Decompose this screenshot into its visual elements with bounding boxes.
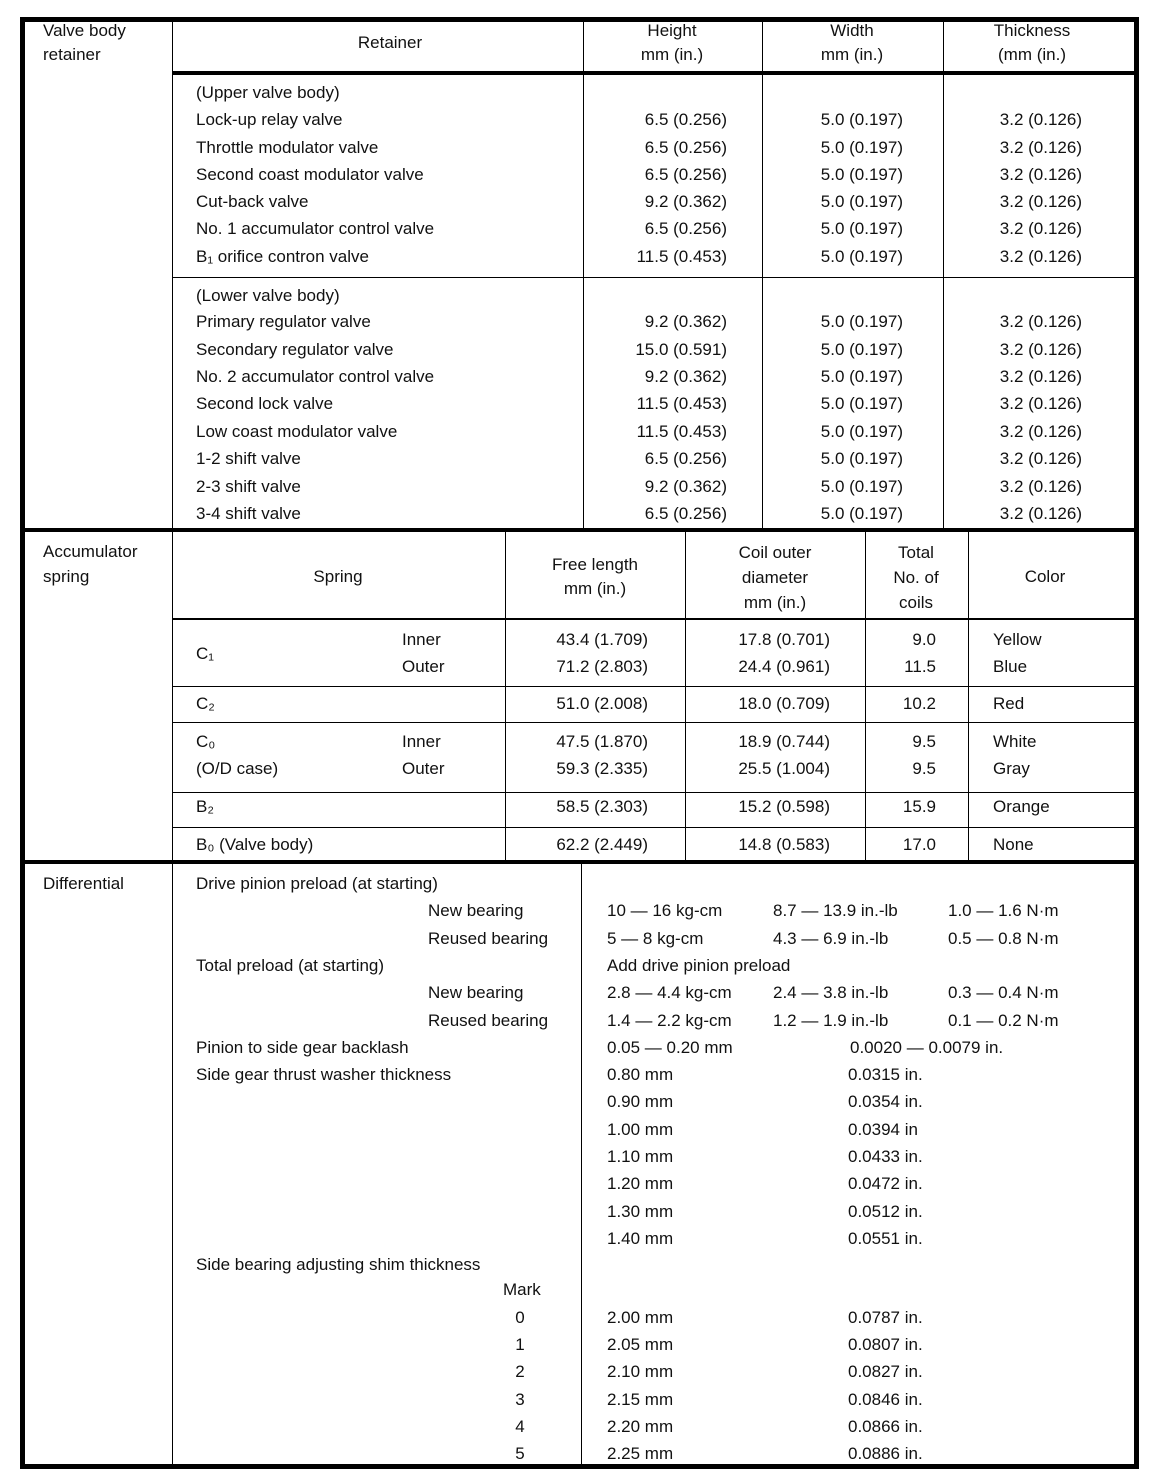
- shim-in: 0.0886 in.: [848, 1444, 923, 1463]
- width-value: 5.0 (0.197): [820, 340, 903, 359]
- spring-color: Red: [993, 694, 1025, 713]
- shim-mm: 2.00 mm: [607, 1308, 674, 1327]
- shim-mark: 4: [515, 1416, 525, 1436]
- spec-value-metric: Add drive pinion preload: [607, 955, 791, 975]
- header-rule: [172, 618, 1138, 620]
- spec-value-imperial: 0.0433 in.: [848, 1147, 923, 1166]
- spec-value-metric: 1.4 — 2.2 kg-cm: [607, 1010, 732, 1030]
- group-title: (Upper valve body): [196, 83, 340, 102]
- width-value: 5.0 (0.197): [820, 394, 903, 413]
- spring-type: Inner: [402, 732, 441, 751]
- spec-value-metric: 1.10 mm: [607, 1147, 674, 1166]
- shim-mm: 2.10 mm: [607, 1362, 674, 1382]
- spring-name: C₁: [196, 644, 215, 663]
- border-right: [1134, 17, 1139, 1469]
- coil-count: 9.5: [912, 732, 936, 751]
- width-value: 5.0 (0.197): [820, 219, 903, 238]
- free-length: 59.3 (2.335): [556, 759, 648, 778]
- retainer-name: Primary regulator valve: [196, 312, 371, 331]
- spec-sublabel: New bearing: [428, 901, 524, 921]
- column-header: mm (in.): [640, 45, 704, 64]
- retainer-name: Secondary regulator valve: [196, 340, 394, 359]
- spec-value-imperial: 2.4 — 3.8 in.-lb: [773, 983, 889, 1003]
- shim-mark: 1: [515, 1335, 525, 1355]
- width-value: 5.0 (0.197): [820, 165, 903, 184]
- group-divider: [172, 277, 1138, 278]
- header-rule: [172, 71, 1138, 75]
- spec-value-imperial: 0.0394 in: [848, 1119, 918, 1139]
- column-header: Coil outer: [738, 543, 812, 562]
- column-header: No. of: [893, 568, 939, 587]
- spring-color: None: [993, 835, 1034, 854]
- retainer-name: 2-3 shift valve: [196, 477, 301, 496]
- thickness-value: 3.2 (0.126): [999, 340, 1082, 359]
- free-length: 58.5 (2.303): [556, 797, 648, 816]
- retainer-name: Second coast modulator valve: [196, 165, 424, 184]
- spec-value-metric: 2.8 — 4.4 kg-cm: [607, 983, 732, 1003]
- coil-diameter: 18.9 (0.744): [738, 732, 830, 751]
- column-divider: [685, 532, 686, 862]
- column-header: Spring: [313, 567, 363, 586]
- spec-value-imperial: 0.0315 in.: [848, 1065, 923, 1085]
- spec-value-imperial: 0.0551 in.: [848, 1228, 923, 1248]
- column-header: Height: [647, 21, 697, 40]
- height-value: 11.5 (0.453): [636, 394, 727, 413]
- spec-value-si: 0.1 — 0.2 N·m: [948, 1010, 1059, 1030]
- column-divider: [583, 22, 584, 530]
- spec-value-metric: 1.00 mm: [607, 1119, 674, 1139]
- column-divider: [943, 22, 944, 530]
- column-divider: [581, 864, 582, 1464]
- coil-diameter: 25.5 (1.004): [738, 759, 830, 778]
- shim-mm: 2.25 mm: [607, 1444, 674, 1463]
- height-value: 6.5 (0.256): [644, 138, 727, 157]
- shim-in: 0.0846 in.: [848, 1389, 923, 1409]
- thickness-value: 3.2 (0.126): [999, 312, 1082, 331]
- row-divider: [172, 722, 1138, 723]
- free-length: 62.2 (2.449): [556, 835, 648, 854]
- section-divider: [20, 860, 1138, 864]
- width-value: 5.0 (0.197): [820, 504, 903, 523]
- spec-sublabel: New bearing: [428, 983, 524, 1003]
- section-label: Accumulator: [43, 542, 138, 561]
- spec-value-metric: 1.30 mm: [607, 1201, 674, 1221]
- column-header: diameter: [741, 568, 809, 587]
- retainer-name: Second lock valve: [196, 394, 334, 413]
- free-length: 51.0 (2.008): [556, 694, 648, 713]
- retainer-name: Lock-up relay valve: [196, 110, 343, 129]
- spec-value-metric: 10 — 16 kg-cm: [607, 901, 723, 921]
- spec-value-metric: 1.20 mm: [607, 1174, 674, 1194]
- thickness-value: 3.2 (0.126): [999, 110, 1082, 129]
- free-length: 71.2 (2.803): [556, 657, 648, 676]
- thickness-value: 3.2 (0.126): [999, 394, 1082, 413]
- spec-value-imperial: 0.0472 in.: [848, 1174, 923, 1194]
- height-value: 6.5 (0.256): [644, 449, 727, 468]
- coil-diameter: 14.8 (0.583): [738, 835, 830, 854]
- row-divider: [172, 827, 1138, 828]
- shim-mm: 2.20 mm: [607, 1416, 674, 1436]
- spring-name: C₀: [196, 732, 216, 751]
- column-header: Free length: [552, 555, 638, 574]
- shim-mark: 2: [515, 1362, 525, 1382]
- spring-type: Outer: [402, 759, 445, 778]
- thickness-value: 3.2 (0.126): [999, 367, 1082, 386]
- spec-label: Side bearing adjusting shim thickness: [196, 1255, 481, 1274]
- spec-label: Pinion to side gear backlash: [196, 1037, 409, 1057]
- spring-type: Inner: [402, 630, 441, 649]
- height-value: 11.5 (0.453): [636, 247, 727, 266]
- spec-value-metric: 0.05 — 0.20 mm: [607, 1037, 733, 1057]
- height-value: 9.2 (0.362): [644, 192, 727, 211]
- shim-in: 0.0827 in.: [848, 1362, 923, 1382]
- column-header: Retainer: [357, 33, 423, 52]
- coil-count: 11.5: [904, 657, 936, 676]
- shim-in: 0.0866 in.: [848, 1416, 923, 1436]
- retainer-name: 3-4 shift valve: [196, 504, 301, 523]
- spring-color: Orange: [993, 797, 1050, 816]
- shim-mm: 2.15 mm: [607, 1389, 674, 1409]
- spec-value-imperial: 0.0354 in.: [848, 1092, 923, 1112]
- spec-value-si: 1.0 — 1.6 N·m: [948, 901, 1059, 921]
- section-label: Differential: [43, 874, 124, 893]
- height-value: 6.5 (0.256): [644, 504, 727, 523]
- column-header: mm (in.): [743, 593, 807, 612]
- column-divider: [865, 532, 866, 862]
- coil-diameter: 17.8 (0.701): [738, 630, 830, 649]
- coil-diameter: 15.2 (0.598): [738, 797, 830, 816]
- section-label: retainer: [43, 45, 101, 64]
- width-value: 5.0 (0.197): [820, 192, 903, 211]
- retainer-name: No. 2 accumulator control valve: [196, 367, 435, 386]
- spec-value-imperial: 1.2 — 1.9 in.-lb: [773, 1010, 889, 1030]
- coil-diameter: 24.4 (0.961): [738, 657, 830, 676]
- column-header: Width: [830, 21, 874, 40]
- thickness-value: 3.2 (0.126): [999, 477, 1082, 496]
- coil-count: 17.0: [902, 835, 936, 854]
- row-divider: [172, 686, 1138, 687]
- column-divider: [762, 22, 763, 530]
- height-value: 9.2 (0.362): [644, 367, 727, 386]
- spring-color: Blue: [993, 657, 1028, 676]
- spring-color: Gray: [993, 759, 1030, 778]
- group-title: (Lower valve body): [196, 286, 340, 305]
- width-value: 5.0 (0.197): [820, 247, 903, 266]
- free-length: 43.4 (1.709): [556, 630, 648, 649]
- retainer-name: Cut-back valve: [196, 192, 309, 211]
- spec-value-metric: 1.40 mm: [607, 1228, 674, 1248]
- thickness-value: 3.2 (0.126): [999, 165, 1082, 184]
- width-value: 5.0 (0.197): [820, 422, 903, 441]
- retainer-name: B₁ orifice contron valve: [196, 247, 369, 266]
- height-value: 9.2 (0.362): [644, 312, 727, 331]
- spec-label: Side gear thrust washer thickness: [196, 1065, 452, 1085]
- coil-count: 10.2: [902, 694, 936, 713]
- shim-in: 0.0807 in.: [848, 1335, 923, 1355]
- spec-value-imperial: 0.0020 — 0.0079 in.: [850, 1037, 1004, 1057]
- column-header: coils: [898, 593, 933, 612]
- width-value: 5.0 (0.197): [820, 477, 903, 496]
- spec-value-metric: 0.90 mm: [607, 1092, 674, 1112]
- thickness-value: 3.2 (0.126): [999, 449, 1082, 468]
- spec-sublabel: Reused bearing: [428, 928, 549, 948]
- column-divider: [968, 532, 969, 862]
- spec-value-imperial: 4.3 — 6.9 in.-lb: [773, 928, 889, 948]
- row-divider: [172, 792, 1138, 793]
- retainer-name: Throttle modulator valve: [196, 138, 379, 157]
- shim-mark: 0: [515, 1308, 525, 1327]
- spring-name: C₂: [196, 694, 215, 713]
- spec-value-imperial: 0.0512 in.: [848, 1201, 923, 1221]
- thickness-value: 3.2 (0.126): [999, 192, 1082, 211]
- spring-color: White: [993, 732, 1037, 751]
- spec-label: Drive pinion preload (at starting): [196, 874, 438, 893]
- column-divider: [505, 532, 506, 862]
- column-header: Thickness: [993, 21, 1071, 40]
- column-header: (mm (in.): [998, 45, 1066, 64]
- coil-diameter: 18.0 (0.709): [738, 694, 830, 713]
- thickness-value: 3.2 (0.126): [999, 504, 1082, 523]
- height-value: 6.5 (0.256): [644, 165, 727, 184]
- shim-mm: 2.05 mm: [607, 1335, 674, 1355]
- retainer-name: Low coast modulator valve: [196, 422, 398, 441]
- spec-value-metric: 0.80 mm: [607, 1065, 674, 1085]
- coil-count: 15.9: [902, 797, 936, 816]
- border-bottom: [20, 1464, 1138, 1469]
- coil-count: 9.0: [912, 630, 936, 649]
- border-left: [20, 17, 25, 1469]
- column-header: Total: [898, 543, 934, 562]
- height-value: 6.5 (0.256): [644, 219, 727, 238]
- spec-value-si: 0.3 — 0.4 N·m: [948, 983, 1059, 1003]
- width-value: 5.0 (0.197): [820, 138, 903, 157]
- spring-color: Yellow: [993, 630, 1042, 649]
- section-divider: [20, 528, 1138, 532]
- section-label: Valve body: [43, 21, 126, 40]
- spec-value-si: 0.5 — 0.8 N·m: [948, 928, 1059, 948]
- spec-value-metric: 5 — 8 kg-cm: [607, 928, 704, 948]
- spec-value-imperial: 8.7 — 13.9 in.-lb: [773, 901, 898, 921]
- retainer-name: 1-2 shift valve: [196, 449, 301, 468]
- column-header: Color: [1024, 567, 1066, 586]
- shim-mark: 5: [515, 1444, 525, 1463]
- column-header: mm (in.): [820, 45, 884, 64]
- spring-type: Outer: [402, 657, 445, 676]
- mark-header: Mark: [503, 1280, 541, 1299]
- column-header: mm (in.): [563, 579, 627, 598]
- thickness-value: 3.2 (0.126): [999, 422, 1082, 441]
- retainer-name: No. 1 accumulator control valve: [196, 219, 435, 238]
- coil-count: 9.5: [912, 759, 936, 778]
- spec-label: Total preload (at starting): [196, 955, 385, 975]
- height-value: 9.2 (0.362): [644, 477, 727, 496]
- free-length: 47.5 (1.870): [556, 732, 648, 751]
- spring-name: B₀ (Valve body): [196, 835, 314, 854]
- height-value: 6.5 (0.256): [644, 110, 727, 129]
- width-value: 5.0 (0.197): [820, 367, 903, 386]
- thickness-value: 3.2 (0.126): [999, 247, 1082, 266]
- width-value: 5.0 (0.197): [820, 312, 903, 331]
- thickness-value: 3.2 (0.126): [999, 138, 1082, 157]
- height-value: 11.5 (0.453): [636, 422, 727, 441]
- label-column-divider: [172, 17, 173, 1467]
- width-value: 5.0 (0.197): [820, 110, 903, 129]
- width-value: 5.0 (0.197): [820, 449, 903, 468]
- spring-name: B₂: [196, 797, 214, 816]
- spring-name: (O/D case): [196, 759, 279, 778]
- shim-in: 0.0787 in.: [848, 1308, 923, 1327]
- shim-mark: 3: [515, 1389, 525, 1409]
- thickness-value: 3.2 (0.126): [999, 219, 1082, 238]
- section-label: spring: [43, 567, 90, 586]
- height-value: 15.0 (0.591): [635, 340, 727, 359]
- spec-sublabel: Reused bearing: [428, 1010, 549, 1030]
